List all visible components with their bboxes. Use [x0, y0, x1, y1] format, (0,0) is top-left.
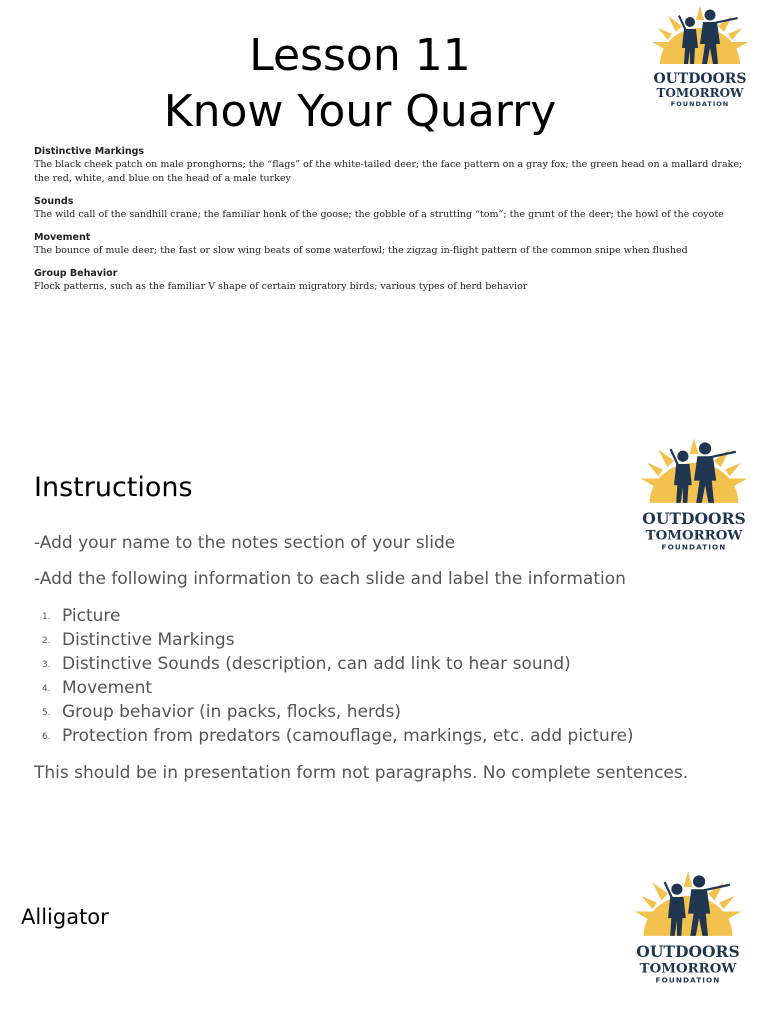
list-text: Movement: [62, 678, 153, 698]
outdoors-tomorrow-logo: [648, 2, 752, 110]
fact-body: The wild call of the sandhill crane; the familiar honk of the goose; the gobble of a strutting “tom”; the grunt of the deer; the howl of the coyote: [34, 209, 724, 220]
list-number: 2.: [42, 636, 51, 646]
logo-line-2: TOMORROW: [645, 527, 743, 544]
fact-body: The black cheek patch on male pronghorns; the “flags” of the white-tailed deer; the face pattern on a gray fox; the green head on a mallard drake; the red, white, and blue on the head of a male turkey: [34, 159, 743, 184]
outdoors-tomorrow-logo: [630, 867, 746, 987]
slide-1: [0, 0, 768, 410]
list-number: 1.: [42, 612, 51, 622]
logo-emblem-icon: [630, 867, 746, 987]
instructions-heading: Instructions: [34, 472, 193, 503]
logo-line-2: TOMORROW: [656, 86, 744, 100]
fact-section: [34, 145, 754, 186]
list-item: [34, 604, 754, 628]
closing-note: This should be in presentation form not paragraphs. No complete sentences.: [34, 763, 689, 783]
species-label: Alligator: [21, 905, 109, 929]
fact-heading: Sounds: [34, 196, 74, 207]
logo-line-3: FOUNDATION: [670, 100, 730, 108]
list-item: [34, 676, 754, 700]
title-line-2: Know Your Quarry: [163, 86, 557, 137]
fact-heading: Group Behavior: [34, 268, 118, 279]
list-number: 5.: [42, 708, 51, 718]
title-line-1: Lesson 11: [249, 30, 471, 81]
list-text: Distinctive Sounds (description, can add link to hear sound): [62, 654, 571, 674]
fact-section: [34, 267, 754, 294]
list-item: [34, 724, 754, 748]
instructions-body: [34, 532, 754, 798]
slide-3: [0, 855, 768, 1024]
list-text: Group behavior (in packs, flocks, herds): [62, 702, 401, 722]
slide-title: [130, 28, 590, 140]
logo-line-1: OUTDOORS: [653, 71, 747, 87]
logo-line-1: OUTDOORS: [636, 942, 740, 961]
list-text: Distinctive Markings: [62, 630, 235, 650]
fact-heading: Distinctive Markings: [34, 146, 145, 157]
list-item: [34, 628, 754, 652]
logo-line-3: FOUNDATION: [655, 975, 721, 985]
instruction-line-1: -Add your name to the notes section of your slide: [34, 533, 456, 553]
quarry-facts: [34, 145, 754, 303]
logo-line-3: FOUNDATION: [661, 542, 727, 552]
logo-line-1: OUTDOORS: [642, 509, 746, 528]
fact-heading: Movement: [34, 232, 91, 243]
list-number: 4.: [42, 684, 51, 694]
logo-emblem-icon: [648, 2, 752, 110]
fact-section: [34, 195, 754, 222]
logo-line-2: TOMORROW: [639, 960, 737, 977]
list-item: [34, 700, 754, 724]
list-item: [34, 652, 754, 676]
instruction-list: [34, 604, 754, 748]
slide-2: [0, 420, 768, 850]
instruction-line-2: -Add the following information to each slide and label the information: [34, 569, 626, 589]
list-text: Protection from predators (camouflage, markings, etc. add picture): [62, 726, 634, 746]
list-number: 3.: [42, 660, 51, 670]
fact-body: Flock patterns, such as the familiar V shape of certain migratory birds; various types of herd behavior: [34, 281, 528, 292]
fact-body: The bounce of mule deer; the fast or slow wing beats of some waterfowl; the zigzag in-flight pattern of the common snipe when flushed: [34, 245, 688, 256]
list-text: Picture: [62, 606, 121, 626]
list-number: 6.: [42, 732, 51, 742]
fact-section: [34, 231, 754, 258]
